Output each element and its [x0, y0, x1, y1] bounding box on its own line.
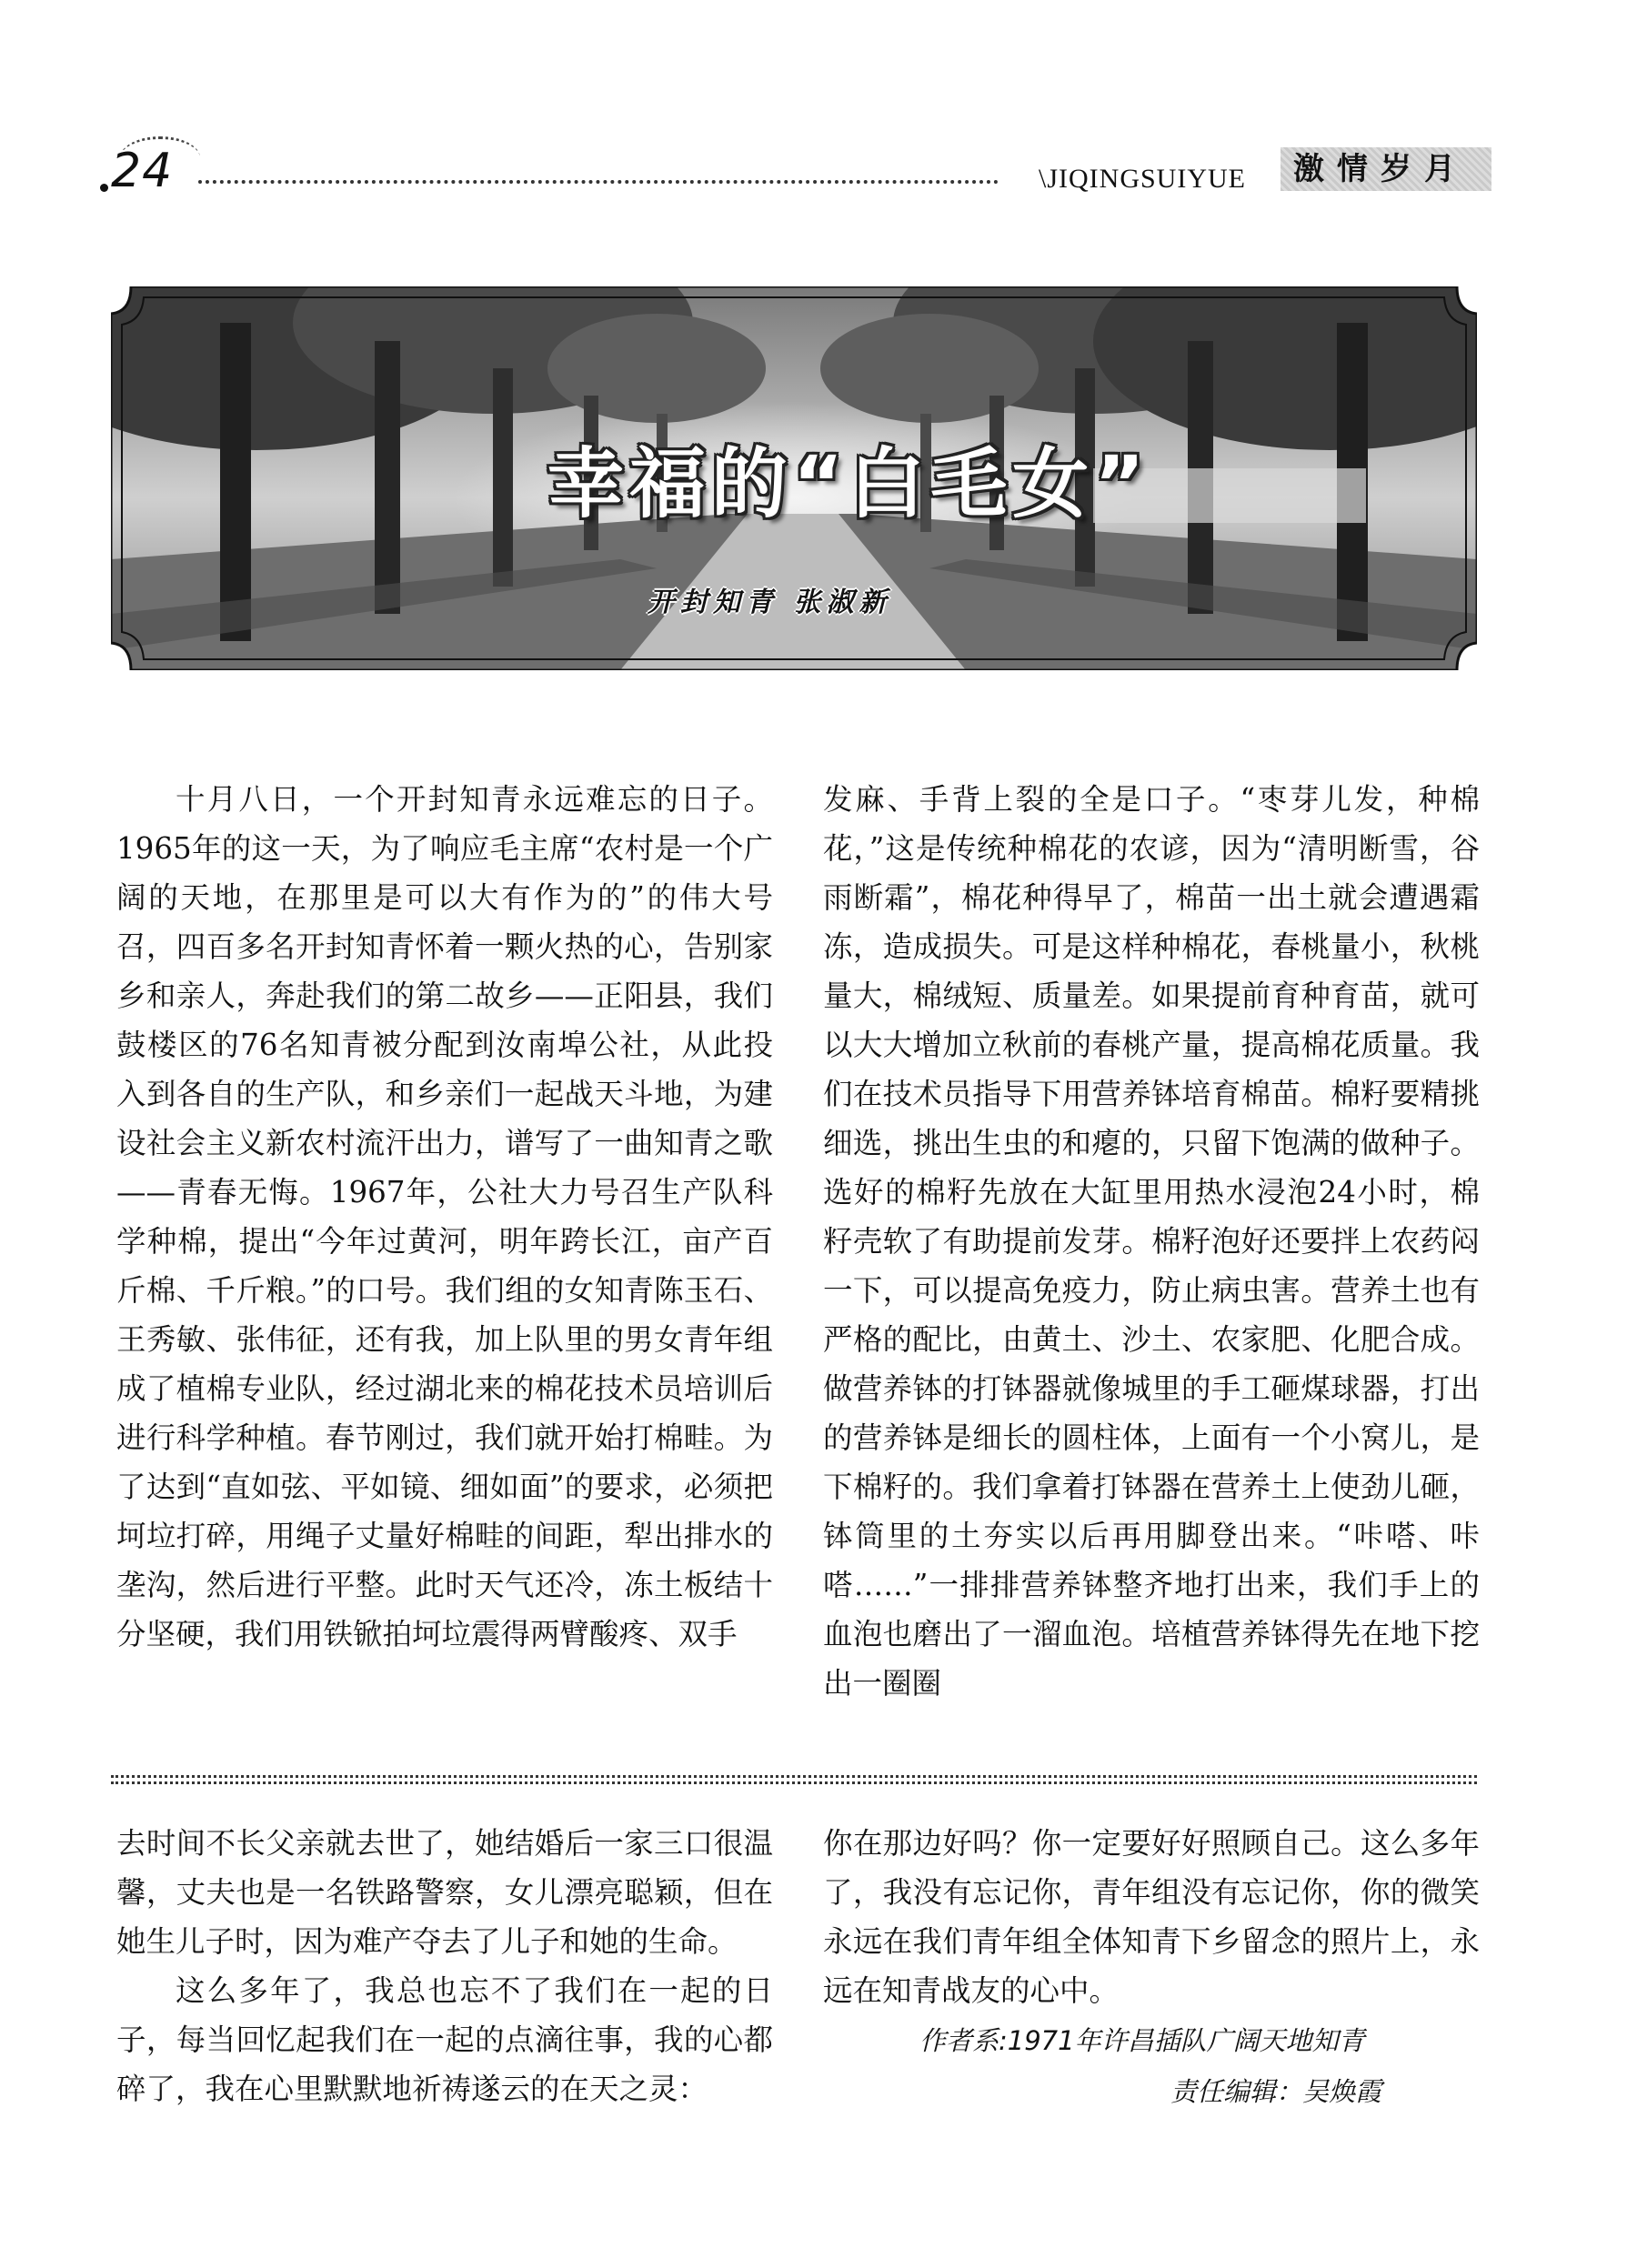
paragraph: 这么多年了，我总也忘不了我们在一起的日子，每当回忆起我们在一起的点滴往事，我的心都碎了，我在心里默默地祈祷遂云的在天之灵： — [116, 1973, 773, 2106]
article-title: 幸福的“白毛女” — [547, 439, 1150, 528]
page-number: 24 — [111, 144, 174, 198]
column-top-left — [116, 775, 773, 1659]
editor-credit: 责任编辑：吴焕霞 — [1170, 2076, 1382, 2107]
column-bottom-left — [116, 1819, 773, 2113]
paragraph: 你在那边好吗？你一定要好好照顾自己。这么多年了，我没有忘记你，青年组没有忘记你，你的微笑永远在我们青年组全体知青下乡留念的照片上，永远在知青战友的心中。 — [823, 1826, 1480, 2008]
section-latin-title: \JIQINGSUIYUE — [1039, 164, 1246, 194]
article-byline: 开封知青 张淑新 — [648, 587, 892, 618]
paragraph: 发麻、手背上裂的全是口子。“枣芽儿发，种棉花，”这是传统种棉花的农谚，因为“清明断雪，谷雨断霜”，棉花种得早了，棉苗一出土就会遭遇霜冻，造成损失。可是这样种棉花，春桃量小，秋桃量大，棉绒短、质量差。如果提前育种育苗，就可以大大增加立秋前的春桃产量，提高棉花质量。我们在技术员指导下用营养钵培育棉苗。棉籽要精挑细选，挑出生虫的和瘪的，只留下饱满的做种子。选好的棉籽先放在大缸里用热水浸泡24小时，棉籽壳软了有助提前发芽。棉籽泡好还要拌上农药闷一下，可以提高免疫力，防止病虫害。营养土也有严格的配比，由黄土、沙土、农家肥、化肥合成。做营养钵的打钵器就像城里的手工砸煤球器，打出的营养钵是细长的圆柱体，上面有一个小窝儿，是下棉籽的。我们拿着打钵器在营养土上使劲儿砸，钵筒里的土夯实以后再用脚登出来。“咔嗒、咔嗒……”一排排营养钵整齐地打出来，我们手上的血泡也磨出了一溜血泡。培植营养钵得先在地下挖出一圈圈 — [823, 782, 1480, 1701]
section-divider — [111, 1775, 1477, 1784]
author-note: 作者系:1971年许昌插队广阔天地知青 — [919, 2025, 1365, 2056]
column-bottom-right — [823, 1819, 1480, 2117]
section-title-badge: 激情岁月 — [1280, 147, 1491, 191]
paragraph: 去时间不长父亲就去世了，她结婚后一家三口很温馨，丈夫也是一名铁路警察，女儿漂亮聪颖，但在她生儿子时，因为难产夺去了儿子和她的生命。 — [116, 1826, 773, 1959]
article-banner — [111, 286, 1477, 670]
paragraph: 十月八日，一个开封知青永远难忘的日子。1965年的这一天，为了响应毛主席“农村是一个广阔的天地，在那里是可以大有作为的”的伟大号召，四百多名开封知青怀着一颗火热的心，告别家乡和亲人，奔赴我们的第二故乡——正阳县，我们鼓楼区的76名知青被分配到汝南埠公社，从此投入到各自的生产队，和乡亲们一起战天斗地，为建设社会主义新农村流汗出力，谱写了一曲知青之歌——青春无悔。1967年，公社大力号召生产队科学种棉，提出“今年过黄河，明年跨长江，亩产百斤棉、千斤粮。”的口号。我们组的女知青陈玉石、王秀敏、张伟征，还有我，加上队里的男女青年组成了植棉专业队，经过湖北来的棉花技术员培训后进行科学种植。春节刚过，我们就开始打棉畦。为了达到“直如弦、平如镜、细如面”的要求，必须把坷垃打碎，用绳子丈量好棉畦的间距，犁出排水的垄沟，然后进行平整。此时天气还冷，冻土板结十分坚硬，我们用铁锨拍坷垃震得两臂酸疼、双手 — [116, 782, 773, 1651]
page-number-dot — [100, 184, 108, 192]
header-dotted-rule — [198, 180, 999, 184]
column-top-right — [823, 775, 1480, 1708]
